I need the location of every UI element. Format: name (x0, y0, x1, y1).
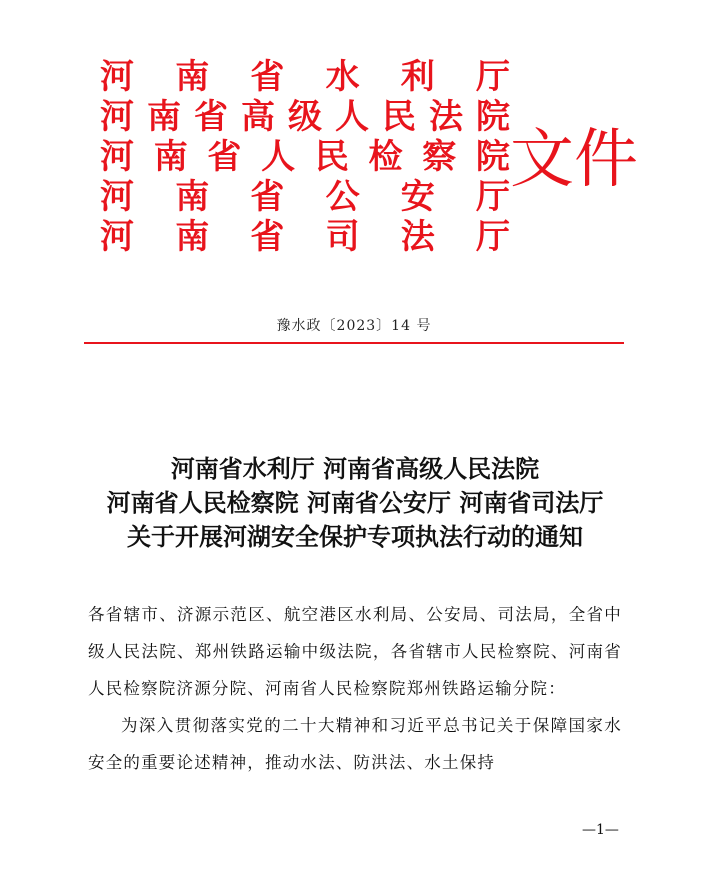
issuer-justice-dept: 河 南 省 司 法 厅 (100, 217, 510, 257)
issuing-authorities (100, 57, 510, 257)
red-separator-line (84, 342, 624, 344)
issuer-high-court: 河 南 省 高 级 人 民 法 院 (100, 97, 510, 137)
document-suffix: 文件 (510, 123, 638, 197)
document-title (60, 452, 650, 554)
title-line: 关于开展河湖安全保护专项执法行动的通知 (127, 523, 583, 551)
body-paragraph: 为深入贯彻落实党的二十大精神和习近平总书记关于保障国家水安全的重要论述精神，推动水法、防洪法、水土保持 (88, 716, 622, 772)
issuer-water-resources-dept: 河 南 省 水 利 厅 (100, 57, 510, 97)
addressee: 各省辖市、济源示范区、航空港区水利局、公安局、司法局，全省中级人民法院、郑州铁路运输中级法院，各省辖市人民检察院、河南省人民检察院济源分院、河南省人民检察院郑州铁路运输分院： (88, 605, 622, 698)
issuer-procuratorate: 河 南 省 人 民 检 察 院 (100, 137, 510, 177)
title-line: 河南省人民检察院 河南省公安厅 河南省司法厅 (106, 489, 604, 517)
document-number: 豫水政〔2023〕14 号 (276, 318, 432, 334)
title-line: 河南省水利厅 河南省高级人民法院 (170, 455, 540, 483)
issuer-public-security-dept: 河 南 省 公 安 厅 (100, 177, 510, 217)
page-number: —1— (582, 822, 619, 838)
document-body (88, 596, 622, 781)
